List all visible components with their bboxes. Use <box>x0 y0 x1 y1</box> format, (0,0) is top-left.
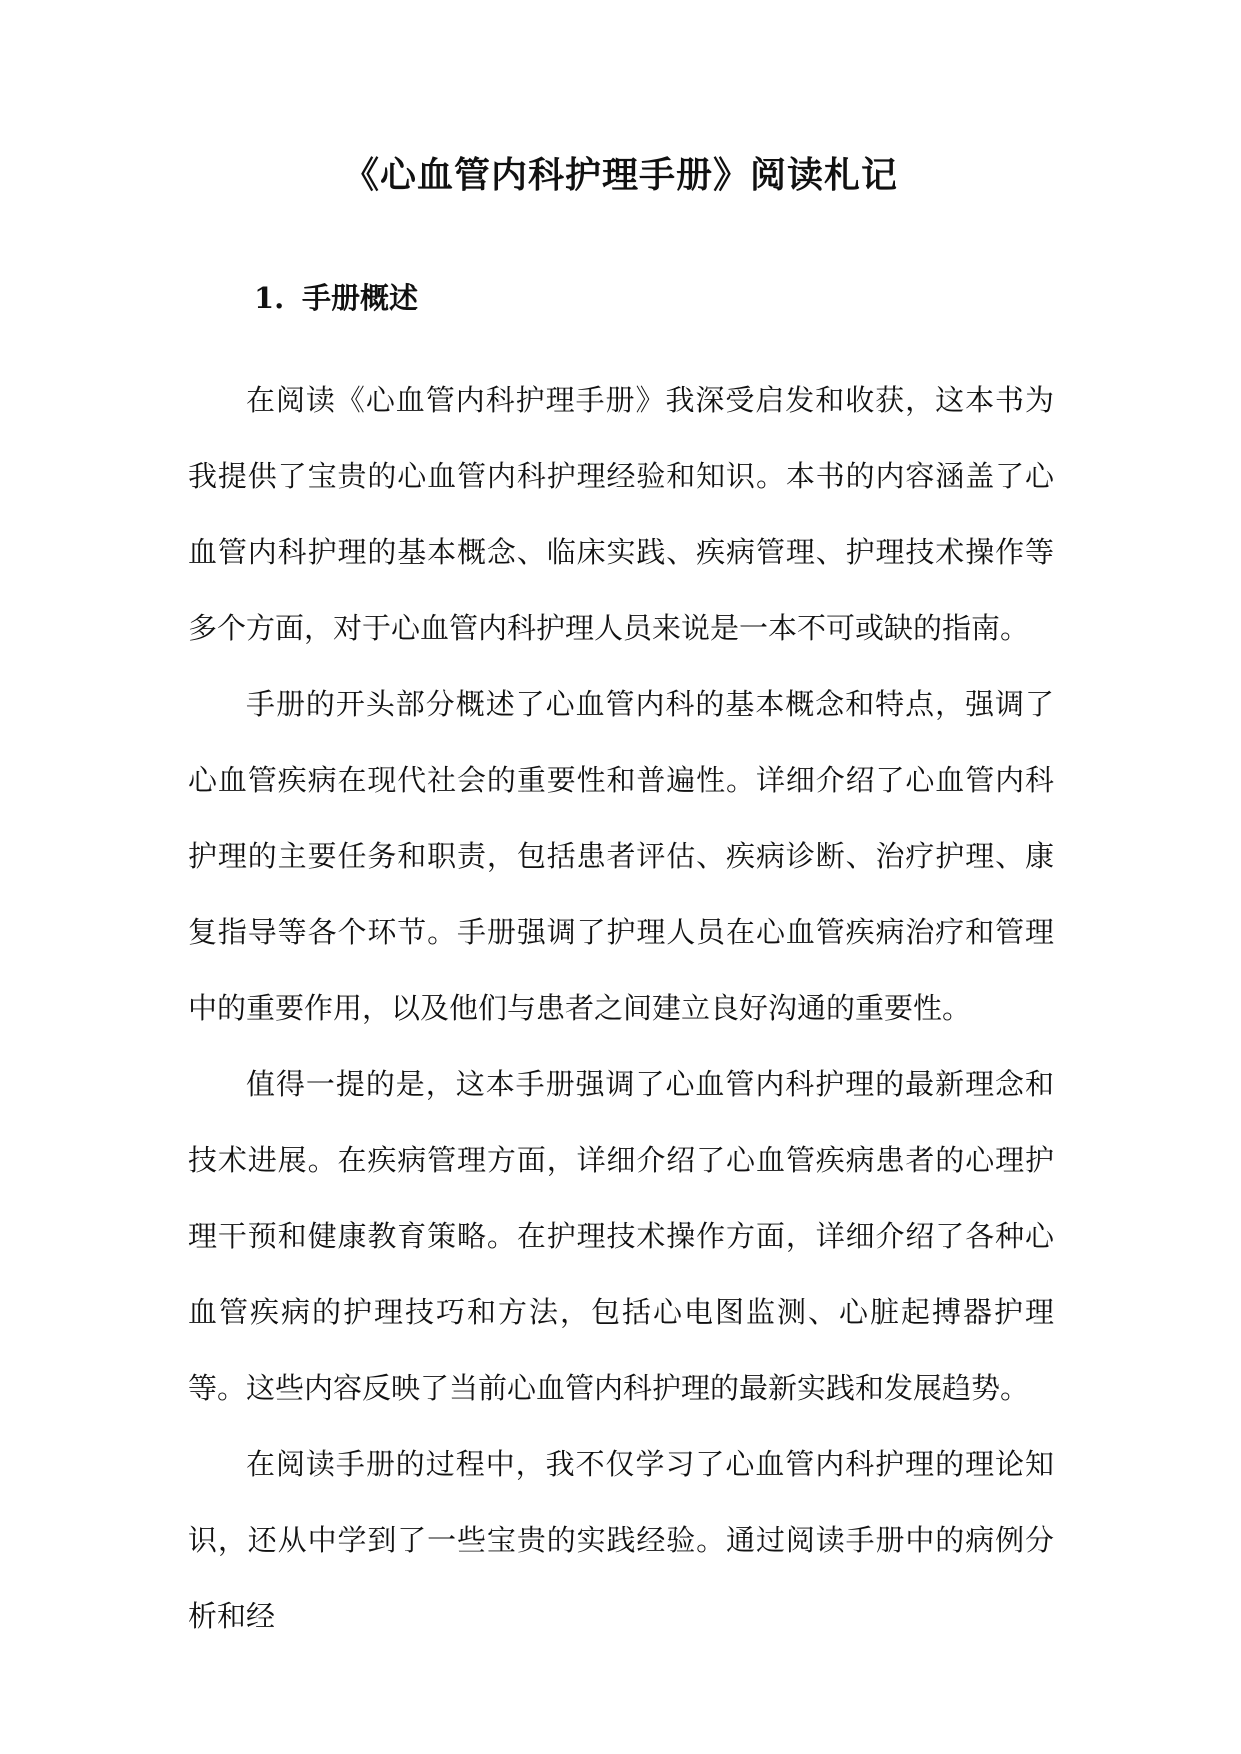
paragraph-1: 在阅读《心血管内科护理手册》我深受启发和收获，这本书为我提供了宝贵的心血管内科护理经验和知识。本书的内容涵盖了心血管内科护理的基本概念、临床实践、疾病管理、护理技术操作等多个方面，对于心血管内科护理人员来说是一本不可或缺的指南。 <box>188 383 1054 645</box>
paragraph-4: 在阅读手册的过程中，我不仅学习了心血管内科护理的理论知识，还从中学到了一些宝贵的实践经验。通过阅读手册中的病例分析和经 <box>188 1447 1054 1633</box>
paragraph-3: 值得一提的是，这本手册强调了心血管内科护理的最新理念和技术进展。在疾病管理方面，详细介绍了心血管疾病患者的心理护理干预和健康教育策略。在护理技术操作方面，详细介绍了各种心血管疾病的护理技巧和方法，包括心电图监测、心脏起搏器护理等。这些内容反映了当前心血管内科护理的最新实践和发展趋势。 <box>188 1067 1054 1405</box>
body-text <box>188 362 1054 1654</box>
document-title: 《心血管内科护理手册》阅读札记 <box>342 154 898 196</box>
paragraph-2: 手册的开头部分概述了心血管内科的基本概念和特点，强调了心血管疾病在现代社会的重要性和普遍性。详细介绍了心血管内科护理的主要任务和职责，包括患者评估、疾病诊断、治疗护理、康复指导等各个环节。手册强调了护理人员在心血管疾病治疗和管理中的重要作用，以及他们与患者之间建立良好沟通的重要性。 <box>188 687 1054 1025</box>
section-number: 1. <box>254 281 285 315</box>
section-title: 手册概述 <box>302 281 419 315</box>
section-heading <box>254 278 418 318</box>
